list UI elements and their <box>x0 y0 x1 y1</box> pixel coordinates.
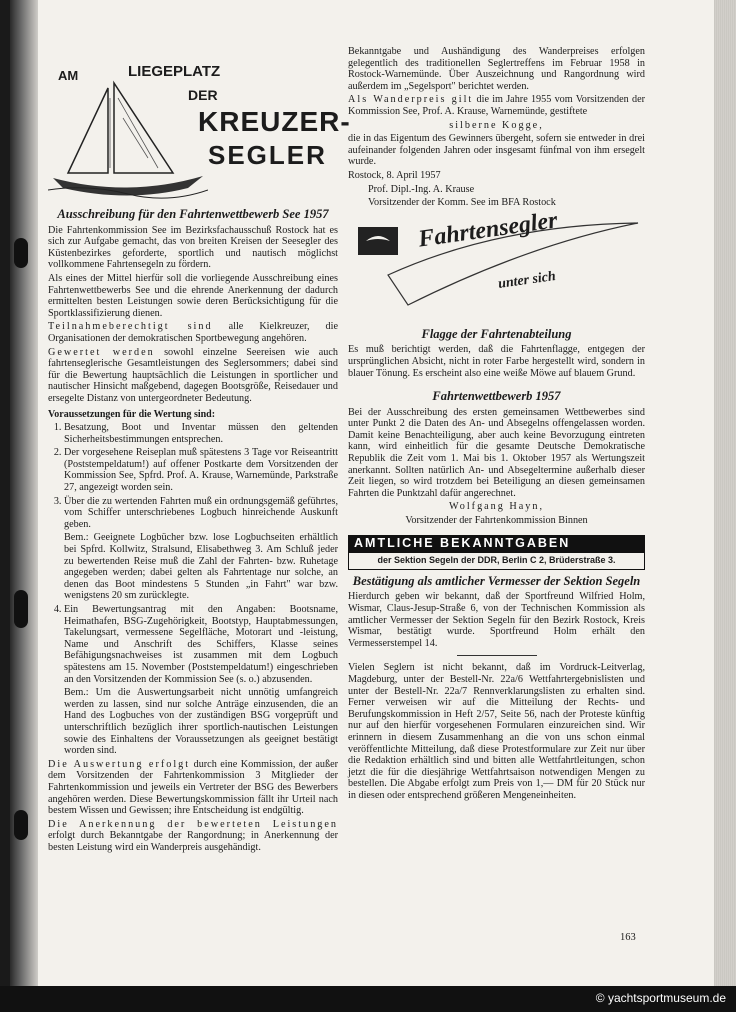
list-item: 4. Ein Bewertungsantrag mit den Angaben: Bootsname, Heimathafen, BSG-Zugehörigkeit, Bootstyp, Hauptabmessungen, Takelungsart, vermessene Segelfläche, Motorart und -leistung, Name und Anschrift des Schiffers, Klasse seines Befähigungsnachweises ist zusammen mit dem Logbuch spätestens am 15. November (Poststempeldatum!) eingeschrieben an den Vorsitzenden der Kommission See (s. o.) abzusenden. Bem.: Um die Auswertungsarbeit nicht unnötig umfangreich werden zu lassen, sind nur solche Anträge einzusenden, die an Hand des Logbuches von der zuständigen BSG vorgeprüft und unterschriftlich bezüglich ihrer sportlich-nautischen Leistungen sowie des Einhaltens der Voraussetzungen als geeignet bestätigt worden sind. <box>64 604 338 757</box>
fahrtensegler-logo <box>348 207 645 323</box>
logo-text-main: Fahrtensegler <box>416 207 560 253</box>
signature-title: Vorsitzender der Fahrtenkommission Binnen <box>405 515 588 527</box>
divider <box>457 655 537 656</box>
paragraph: Bekanntgabe und Aushändigung des Wanderpreises erfolgen gelegentlich des traditionellen Seglertreffens im Februar 1958 in Rostock-Warnemünde. Über Auszeichnung und Rangordnung wird außerdem im „Segelsport" berichtet werden. <box>348 46 645 92</box>
banner-subtitle: der Sektion Segeln der DDR, Berlin C 2, Brüderstraße 3. <box>348 552 645 570</box>
list-item: 2. Der vorgesehene Reiseplan muß spätestens 3 Tage vor Reiseantritt (Poststempeldatum!) auf offener Postkarte dem Vorsitzenden der Kommission See, Spfrd. Prof. A. Krause, Warnemünde, Parkstraße 27, angezeigt worden sein. <box>64 447 338 493</box>
sailboat-illustration <box>48 78 208 203</box>
title-der: DER <box>188 87 218 103</box>
title-kreuzer: KREUZER- <box>198 106 351 137</box>
official-notices-banner: AMTLICHE BEKANNTGABEN <box>348 535 645 553</box>
watermark-bar <box>0 986 736 1012</box>
section-heading: Fahrtenwettbewerb 1957 <box>432 389 561 404</box>
subheading: Voraussetzungen für die Wertung sind: <box>48 408 216 420</box>
signature-name: Wolfgang Hayn, <box>448 501 545 513</box>
remark: Bem.: Geeignete Logbücher bzw. lose Logbuchseiten erhältlich bei Spfrd. Kollwitz, Stralsund, Elisabethweg 3. Am Schluß jeder zu bewertenden Reise muß die Zahl der Fahrten- bzw. Ruhetage angegeben werden; dabei gelten als Fahrtentage nur solche, an denen das Boot mindestens 5 Stunden „in Fahrt" war bzw. wenigstens 20 sm zurücklegte. <box>64 532 338 602</box>
paragraph: Vielen Seglern ist nicht bekannt, daß im Vordruck-Leitverlag, Magdeburg, unter der Bestell-Nr. 22a/6 Wettfahrtergebnislisten und unter der Bestell-Nr. 22a/7 Rennverklarungslisten zu erhalten sind. Ferner verweisen wir auf die Mitteilung der Rechts- und Berufungskommission in Heft 2/57, Seite 56, nach der Proteste künftig nur auf den hierfür vorgesehenen Formularen einzureichen sind. Wir erinnern in diesem Zusammenhang an die von uns schon einmal veröffentlichte Mitteilung, daß diese Protestformulare zur Zeit nur über die Redaktion erhältlich sind und bitten alle Wettfahrtleitungen, schon jetzt die für die diesjährige Wettfahrtsaison notwendigen Mengen zu bestellen. Die Abgabe erfolgt zum Preis von 1,— DM für 20 Stück nur in diesen oder entsprechend größeren Mengeneinheiten. <box>348 662 645 801</box>
right-column <box>348 46 645 804</box>
paragraph: Die Auswertung erfolgt durch eine Kommission, der außer dem Vorsitzenden der Fahrtenkommission 3 Mitglieder der Fahrtenkommission und jeweils ein Vertreter der BSG des Bewerbers angehören werden. Diese Bewertungskommission fällt ihr Urteil nach bestem Wissen und Gewissen; ihre Entscheidung ist endgültig. <box>48 758 338 817</box>
left-column <box>48 38 351 855</box>
title-liegeplatz: LIEGEPLATZ <box>128 63 221 80</box>
logo-text-sub: unter sich <box>497 268 557 292</box>
remark: Bem.: Um die Auswertungsarbeit nicht unnötig umfangreich werden zu lassen, sind nur solche Anträge einzusenden, die an Hand des Logbuches von der zuständigen BSG vorgeprüft und unterschriftlich bezüglich ihrer sportlich-nautischen Leistungen sowie des Einhaltens der Voraussetzungen als geeignet bestätigt worden sind. <box>64 687 338 757</box>
section-heading: Flagge der Fahrtenabteilung <box>421 326 572 341</box>
paragraph: Gewertet werden sowohl einzelne Seereisen wie auch fahrtenseglerische Gesamtleistungen des Seglersommers; dabei sind für die Bewertung hauptsächlich die Leistungen in sportlicher und nautischer Hinsicht maßgebend, dagegen Bootsgröße, Reisedauer und ersegelte Distanz von untergeordneter Bedeutung. <box>48 346 338 404</box>
paragraph: Die Fahrtenkommission See im Bezirksfachausschuß Rostock hat es sich zur Aufgabe gemacht, das von breiten Kreisen der Seesegler des Küstenbezirkes geforderte, sportlich und nautisch möglichst vollkommene Fahrtensegeln zu fördern. <box>48 224 338 271</box>
title-illustration <box>48 38 351 203</box>
punch-hole <box>14 238 28 268</box>
signature-name: Prof. Dipl.-Ing. A. Krause <box>368 183 475 195</box>
magazine-page <box>10 0 714 986</box>
punch-hole <box>14 598 28 628</box>
paragraph: Bei der Ausschreibung des ersten gemeinsamen Wettbewerbes sind unter Punkt 2 die Daten des An- und Absegelns offengelassen worden. Damit keine Benachteiligung, aber auch keine Bevorzugung eintreten kann, wird einheitlich für die gesamte Deutsche Demokratische Republik die Zeit vom 1. Mai bis 1. Oktober 1957 als Wertungszeit anerkannt. Sollten natürlich An- und Absegeltermine außerhalb dieser Zeit liegen, so wird trotzdem bei Beteiligung an diesen gemeinsamen Fahrten die Punktzahl dafür angerechnet. <box>348 406 645 499</box>
paragraph: Teilnahmeberechtigt sind alle Kielkreuzer, die Organisationen der demokratischen Sportbewegung angehören. <box>48 321 338 344</box>
paragraph: Hierdurch geben wir bekannt, daß der Sportfreund Wilfried Holm, Wismar, Claus-Jesup-Straße 6, von der Technischen Kommission als amtlicher Vermesser der Sektion Segeln für den Bezirk Rostock, Kreis Wismar, bestätigt wurde. Sportfreund Holm erhält den Vermesserstempel 14. <box>348 591 645 649</box>
paragraph: Die Anerkennung der bewerteten Leistungen erfolgt durch Bekanntgabe der Rangordnung; in Anerkennung der besten Leistung wird ein Wanderpreis ausgehändigt. <box>48 818 338 853</box>
punch-hole <box>14 810 28 840</box>
list-item: 3. Über die zu wertenden Fahrten muß ein ordnungsgemäß geführtes, vom Schiffer unterschriebenes Logbuch hinreichende Auskunft geben. Bem.: Geeignete Logbücher bzw. lose Logbuchseiten erhältlich bei Spfrd. Kollwitz, Stralsund, Elisabethweg 3. Am Schluß jeder zu bewertenden Reise muß die Zahl der Fahrten- bzw. Ruhetage angegeben werden; dabei gelten als Fahrtentage nur solche, an denen das Boot mindestens 5 Stunden „in Fahrt" war bzw. wenigstens 20 sm zurücklegte. <box>64 496 338 602</box>
paragraph: Als eines der Mittel hierfür soll die vorliegende Ausschreibung eines Fahrtenwettbewerbs See und die ehrende Anerkennung der dadurch ermittelten besten Leistungen sowie deren Berücksichtigung für die Sportklassifizierung dienen. <box>48 272 338 319</box>
requirements-list <box>48 422 338 757</box>
page-number: 163 <box>620 932 636 943</box>
title-am: AM <box>58 68 79 83</box>
binding-gutter <box>10 0 38 986</box>
section-heading: Ausschreibung für den Fahrtenwettbewerb See 1957 <box>57 207 329 221</box>
list-item: 1. Besatzung, Boot und Inventar müssen den geltenden Sicherheitsbestimmungen entsprechen. <box>64 422 338 445</box>
title-segler: SEGLER <box>208 140 327 170</box>
paragraph: die in das Eigentum des Gewinners übergeht, sofern sie entweder in drei aufeinander folgenden Jahren oder insgesamt fünfmal von ihm ersegelt wurde. <box>348 133 645 168</box>
paragraph: Es muß berichtigt werden, daß die Fahrtenflagge, entgegen der ursprünglichen Absicht, nicht in roter Farbe hergestellt wird, sondern in blauer Tönung. Es erscheint also eine weiße Möwe auf blauem Grund. <box>348 344 645 379</box>
section-heading: Bestätigung als amtlicher Vermesser der Sektion Segeln <box>352 573 641 588</box>
date-line: Rostock, 8. April 1957 <box>348 169 441 181</box>
paragraph: Als Wanderpreis gilt die im Jahre 1955 vom Vorsitzenden der Kommission See, Prof. A. Krause, Warnemünde, gestiftete <box>348 94 646 117</box>
signature-title: Vorsitzender der Komm. See im BFA Rostock <box>368 197 556 209</box>
prize-name: silberne Kogge, <box>449 119 544 131</box>
watermark-text: © yachtsportmuseum.de <box>595 991 726 1005</box>
page-stack-edge <box>714 0 736 986</box>
